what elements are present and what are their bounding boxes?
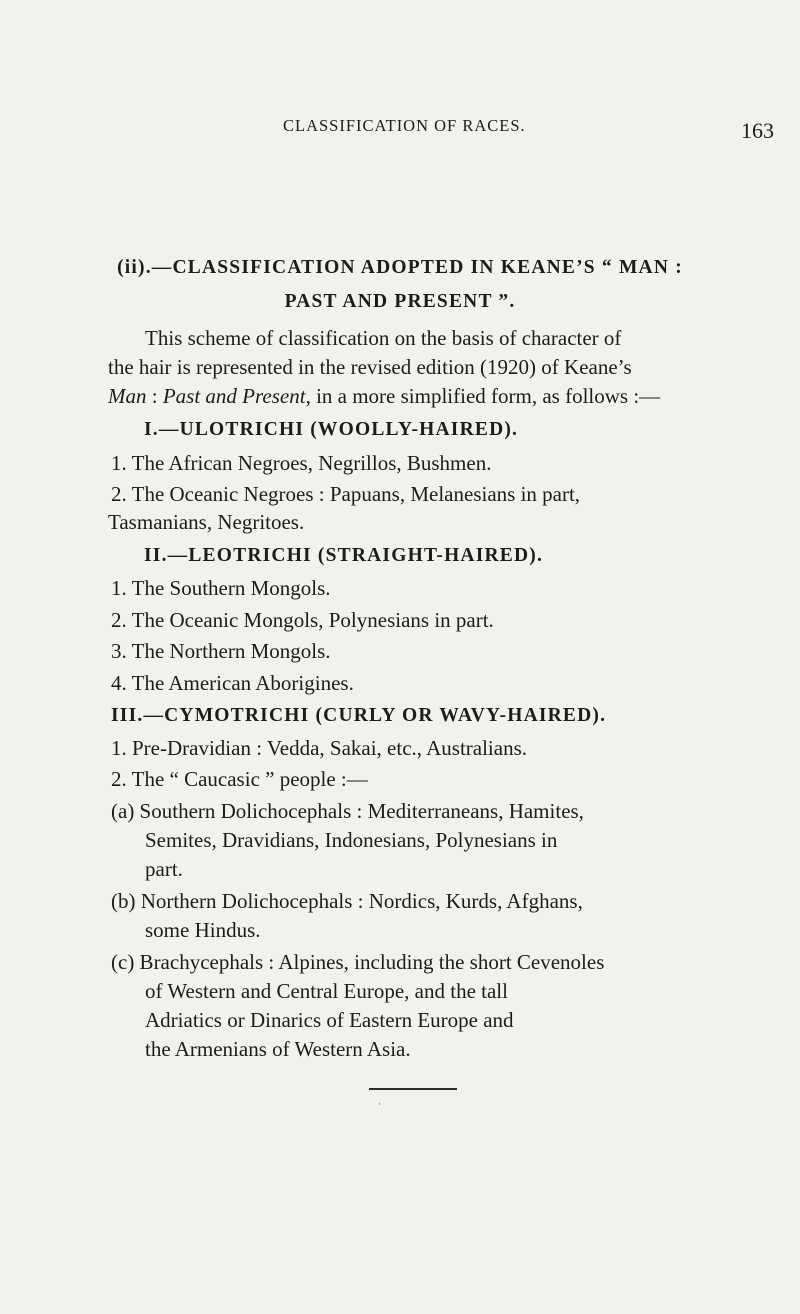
book-title-past-present: Past and Present <box>162 384 306 408</box>
heading-leotrichi: II.—LEOTRICHI (STRAIGHT-HAIRED). <box>144 545 544 566</box>
list-item: 4. The American Aborigines. <box>111 671 354 695</box>
sub-item-c-continuation: the Armenians of Western Asia. <box>145 1037 411 1061</box>
sub-item-c-continuation: of Western and Central Europe, and the tall <box>145 979 508 1003</box>
heading-ulotrichi: I.—ULOTRICHI (WOOLLY-HAIRED). <box>144 419 519 440</box>
sub-item-c: (c) Brachycephals : Alpines, including the short Cevenoles <box>111 950 605 974</box>
book-title-man: Man <box>108 384 147 408</box>
list-item: 2. The “ Caucasic ” people :— <box>111 767 368 791</box>
intro-line3 <box>108 386 660 407</box>
intro-colon: : <box>146 384 163 408</box>
section-title-line1: (ii).—CLASSIFICATION ADOPTED IN KEANE’S “ MAN : <box>117 257 683 278</box>
list-item-continuation: Tasmanians, Negritoes. <box>108 510 305 534</box>
list-item: 2. The Oceanic Mongols, Polynesians in part. <box>111 608 494 632</box>
printer-rule <box>369 1088 457 1090</box>
intro-line1: This scheme of classification on the basis of character of <box>145 326 622 350</box>
intro-line3-rest: , in a more simplified form, as follows :— <box>305 384 661 408</box>
list-item: 2. The Oceanic Negroes : Papuans, Melanesians in part, <box>111 482 581 506</box>
sub-item-b: (b) Northern Dolichocephals : Nordics, Kurds, Afghans, <box>111 889 583 913</box>
list-item: 1. The African Negroes, Negrillos, Bushmen. <box>111 451 492 475</box>
sub-item-b-continuation: some Hindus. <box>145 918 261 942</box>
sub-item-a-continuation: part. <box>145 857 183 881</box>
running-head: CLASSIFICATION OF RACES. <box>283 116 526 135</box>
section-title-line2: PAST AND PRESENT ”. <box>284 291 516 312</box>
heading-cymotrichi: III.—CYMOTRICHI (CURLY OR WAVY-HAIRED). <box>111 705 607 726</box>
page-number: 163 <box>741 118 774 143</box>
ink-speck: · <box>378 1099 381 1109</box>
sub-item-a-continuation: Semites, Dravidians, Indonesians, Polynesians in <box>145 828 558 852</box>
list-item: 1. Pre-Dravidian : Vedda, Sakai, etc., Australians. <box>111 736 528 760</box>
sub-item-c-continuation: Adriatics or Dinarics of Eastern Europe and <box>145 1008 514 1032</box>
sub-item-a: (a) Southern Dolichocephals : Mediterraneans, Hamites, <box>111 799 584 823</box>
list-item: 3. The Northern Mongols. <box>111 639 331 663</box>
list-item: 1. The Southern Mongols. <box>111 576 331 600</box>
intro-line2: the hair is represented in the revised edition (1920) of Keane’s <box>108 355 632 379</box>
